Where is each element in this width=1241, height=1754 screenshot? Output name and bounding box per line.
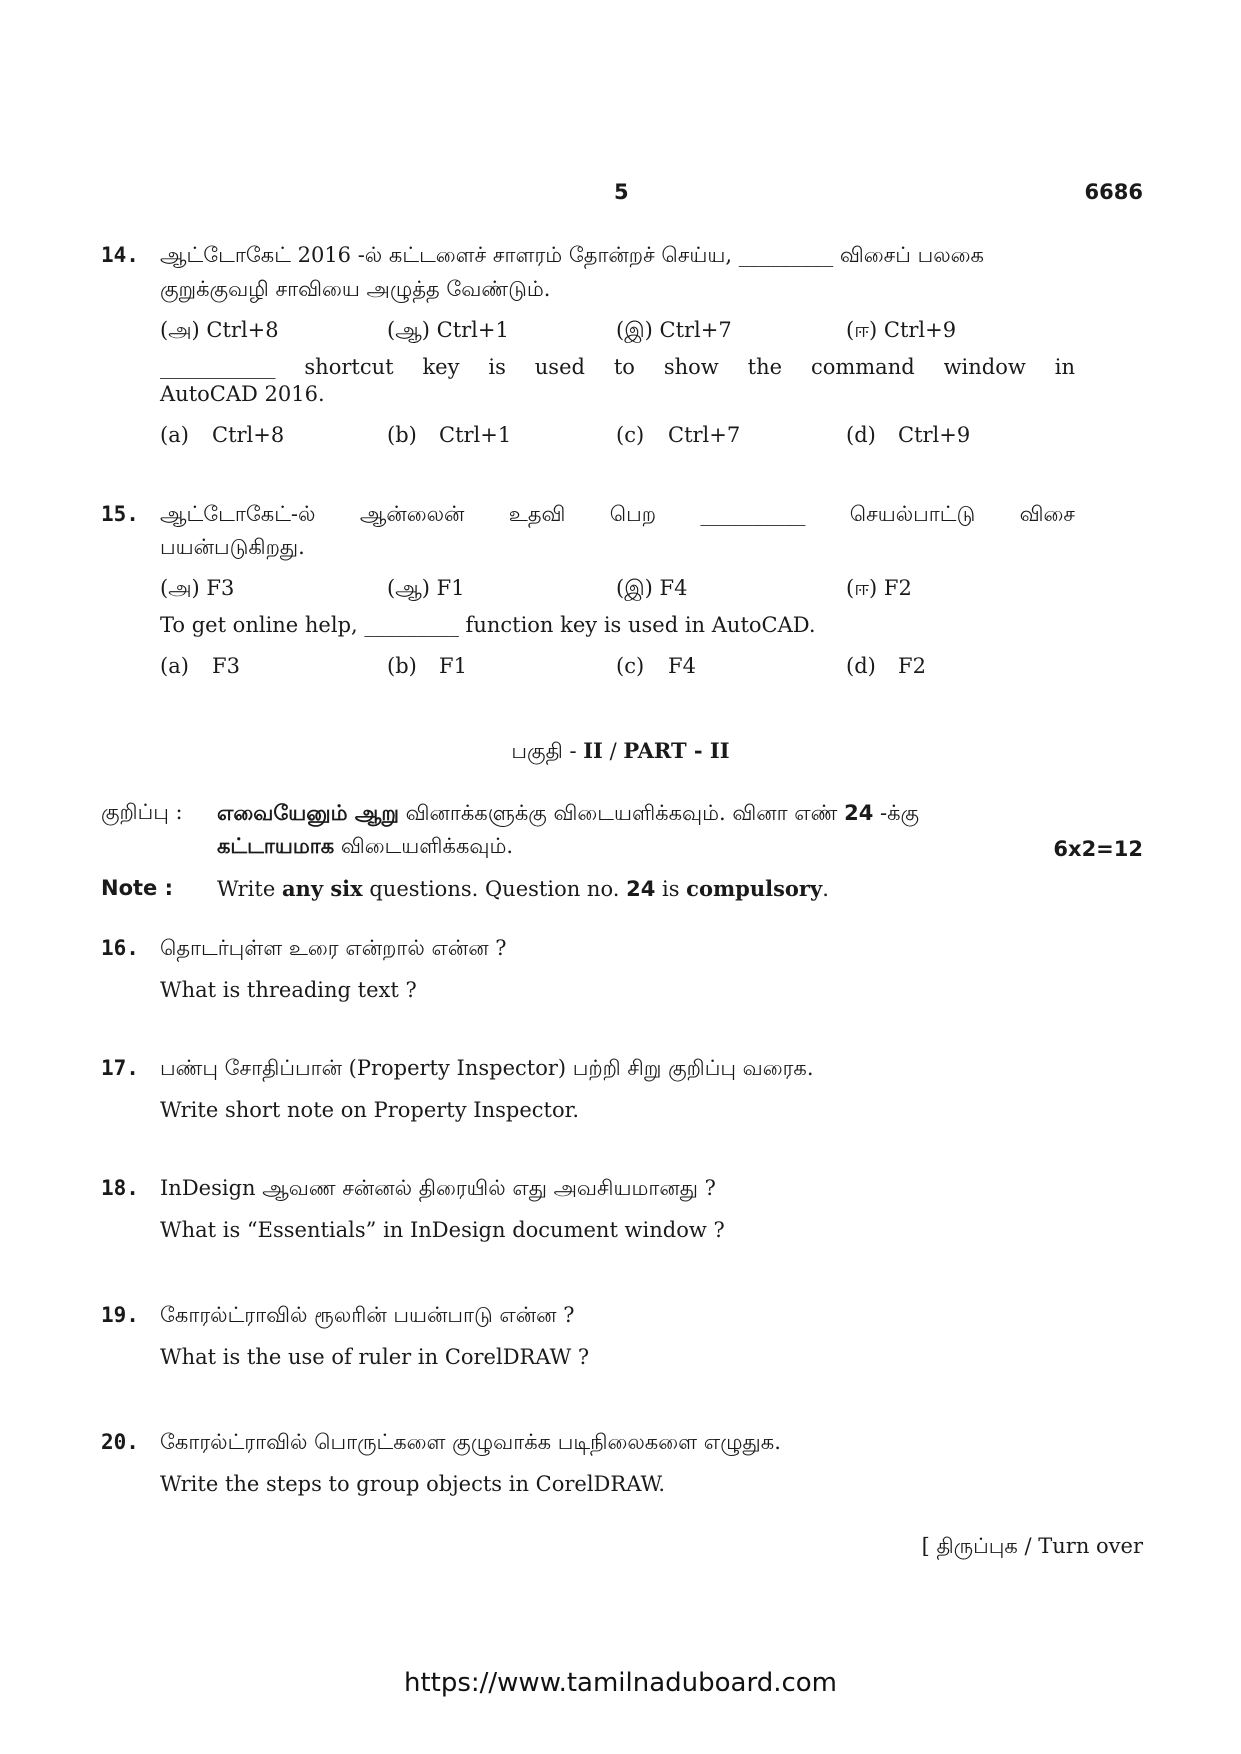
english-option-a — [160, 654, 240, 678]
question-english-line: What is “Essentials” in InDesign document window ? — [160, 1218, 725, 1242]
question-english-line: What is threading text ? — [160, 978, 417, 1002]
option-label: (ஆ) — [387, 318, 430, 342]
question-tamil-line: பயன்படுகிறது. — [160, 535, 305, 559]
option-label: (ஈ) — [846, 576, 878, 600]
note-text: Write — [217, 877, 282, 901]
option-label: (a) — [160, 654, 189, 678]
option-text: F4 — [668, 654, 696, 678]
option-text: Ctrl+1 — [439, 423, 512, 447]
question-tamil-line: ஆட்டோகேட்-ல் ஆன்லைன் உதவி பெற __________ செயல்பாட்டு விசை — [160, 502, 1075, 526]
question-number: 20. — [101, 1430, 139, 1454]
option-text: F4 — [659, 576, 688, 600]
question-number: 16. — [101, 936, 139, 960]
option-text: F3 — [206, 576, 235, 600]
option-label: (ஈ) — [846, 318, 878, 342]
question-number: 14. — [101, 243, 139, 267]
option-text: F1 — [439, 654, 467, 678]
english-option-d — [846, 423, 970, 447]
tamil-note-text: வினாக்களுக்கு விடையளிக்கவும். வினா எண் — [398, 801, 845, 825]
english-note-label: Note : — [101, 876, 173, 900]
question-tamil-line: கோரல்ட்ராவில் பொருட்களை குழுவாக்க படிநிலைகளை எழுதுக. — [160, 1430, 781, 1454]
part-heading-separator: - — [562, 739, 584, 763]
option-label: (d) — [846, 654, 876, 678]
option-text: Ctrl+7 — [668, 423, 741, 447]
tamil-note-question-number: 24 — [844, 801, 874, 825]
option-text: F3 — [212, 654, 240, 678]
tamil-option-a — [160, 318, 279, 345]
page-number: 5 — [614, 180, 629, 204]
marks: 6x2=12 — [1053, 837, 1143, 861]
option-text: F1 — [436, 576, 465, 600]
turn-over: [ திருப்புக / Turn over — [921, 1534, 1143, 1558]
note-emphasis: any six — [281, 876, 363, 901]
note-emphasis: compulsory — [686, 876, 823, 901]
note-text: questions. Question no. — [362, 877, 627, 901]
question-english-line: AutoCAD 2016. — [160, 382, 325, 406]
option-label: (c) — [616, 423, 645, 447]
option-label: (b) — [387, 423, 417, 447]
part-heading — [0, 738, 1241, 766]
english-option-b — [387, 423, 511, 447]
option-label: (அ) — [160, 318, 200, 342]
option-text: F2 — [898, 654, 926, 678]
note-question-number: 24 — [626, 877, 656, 901]
tamil-note-label: குறிப்பு : — [101, 800, 183, 824]
question-tamil-line: ஆட்டோகேட் 2016 -ல் கட்டளைச் சாளரம் தோன்றச் செய்ய, _________ விசைப் பலகை — [160, 243, 984, 267]
question-english-line: ___________ shortcut key is used to show the command window in — [160, 355, 1075, 379]
question-number: 18. — [101, 1176, 139, 1200]
option-text: Ctrl+8 — [212, 423, 285, 447]
english-option-b — [387, 654, 467, 678]
website-url[interactable]: https://www.tamilnaduboard.com — [403, 1668, 838, 1698]
tamil-option-a — [160, 576, 234, 603]
english-note-line — [217, 876, 829, 901]
option-label: (அ) — [160, 576, 200, 600]
tamil-option-c — [616, 318, 732, 345]
question-number: 15. — [101, 502, 139, 526]
part-heading-slash: / — [602, 739, 624, 763]
question-number: 19. — [101, 1303, 139, 1327]
tamil-note-emphasis: எவையேனும் ஆறு — [217, 800, 399, 825]
option-text: Ctrl+7 — [659, 318, 732, 342]
tamil-note-text: -க்கு — [873, 801, 920, 825]
tamil-option-b — [387, 318, 509, 345]
part-heading-english: PART - II — [623, 738, 730, 763]
tamil-option-d — [846, 318, 956, 345]
note-text: . — [822, 877, 829, 901]
tamil-option-b — [387, 576, 465, 603]
tamil-note-line2 — [217, 833, 513, 861]
tamil-option-d — [846, 576, 912, 603]
question-tamil-line: கோரல்ட்ராவில் ரூலரின் பயன்பாடு என்ன ? — [160, 1303, 575, 1327]
option-text: Ctrl+8 — [206, 318, 279, 342]
tamil-note-emphasis: கட்டாயமாக — [217, 833, 335, 858]
option-text: Ctrl+1 — [436, 318, 509, 342]
option-text: Ctrl+9 — [898, 423, 971, 447]
option-label: (a) — [160, 423, 189, 447]
question-tamil-line: InDesign ஆவண சன்னல் திரையில் எது அவசியமானது ? — [160, 1176, 716, 1200]
option-label: (c) — [616, 654, 645, 678]
part-heading-tamil: பகுதி — [511, 739, 563, 763]
english-option-a — [160, 423, 284, 447]
option-label: (b) — [387, 654, 417, 678]
question-english-line: Write the steps to group objects in CorelDRAW. — [160, 1472, 666, 1496]
english-option-d — [846, 654, 926, 678]
option-label: (d) — [846, 423, 876, 447]
option-label: (ஆ) — [387, 576, 430, 600]
question-english-line: To get online help, _________ function key is used in AutoCAD. — [160, 613, 816, 637]
english-option-c — [616, 423, 740, 447]
question-number: 17. — [101, 1056, 139, 1080]
question-english-line: What is the use of ruler in CorelDRAW ? — [160, 1345, 590, 1369]
option-label: (இ) — [616, 576, 653, 600]
question-english-line: Write short note on Property Inspector. — [160, 1098, 580, 1122]
tamil-note-line1 — [217, 800, 919, 828]
option-label: (இ) — [616, 318, 653, 342]
paper-code: 6686 — [1084, 180, 1143, 204]
part-heading-roman: II — [583, 738, 603, 763]
question-tamil-line: பண்பு சோதிப்பான் (Property Inspector) பற்றி சிறு குறிப்பு வரைக. — [160, 1056, 814, 1080]
question-tamil-line: குறுக்குவழி சாவியை அழுத்த வேண்டும். — [160, 277, 551, 301]
english-option-c — [616, 654, 696, 678]
note-text: is — [655, 877, 687, 901]
option-text: Ctrl+9 — [883, 318, 957, 342]
tamil-option-c — [616, 576, 687, 603]
tamil-note-text: விடையளிக்கவும். — [334, 834, 514, 858]
option-text: F2 — [883, 576, 912, 600]
question-tamil-line: தொடர்புள்ள உரை என்றால் என்ன ? — [160, 936, 507, 960]
